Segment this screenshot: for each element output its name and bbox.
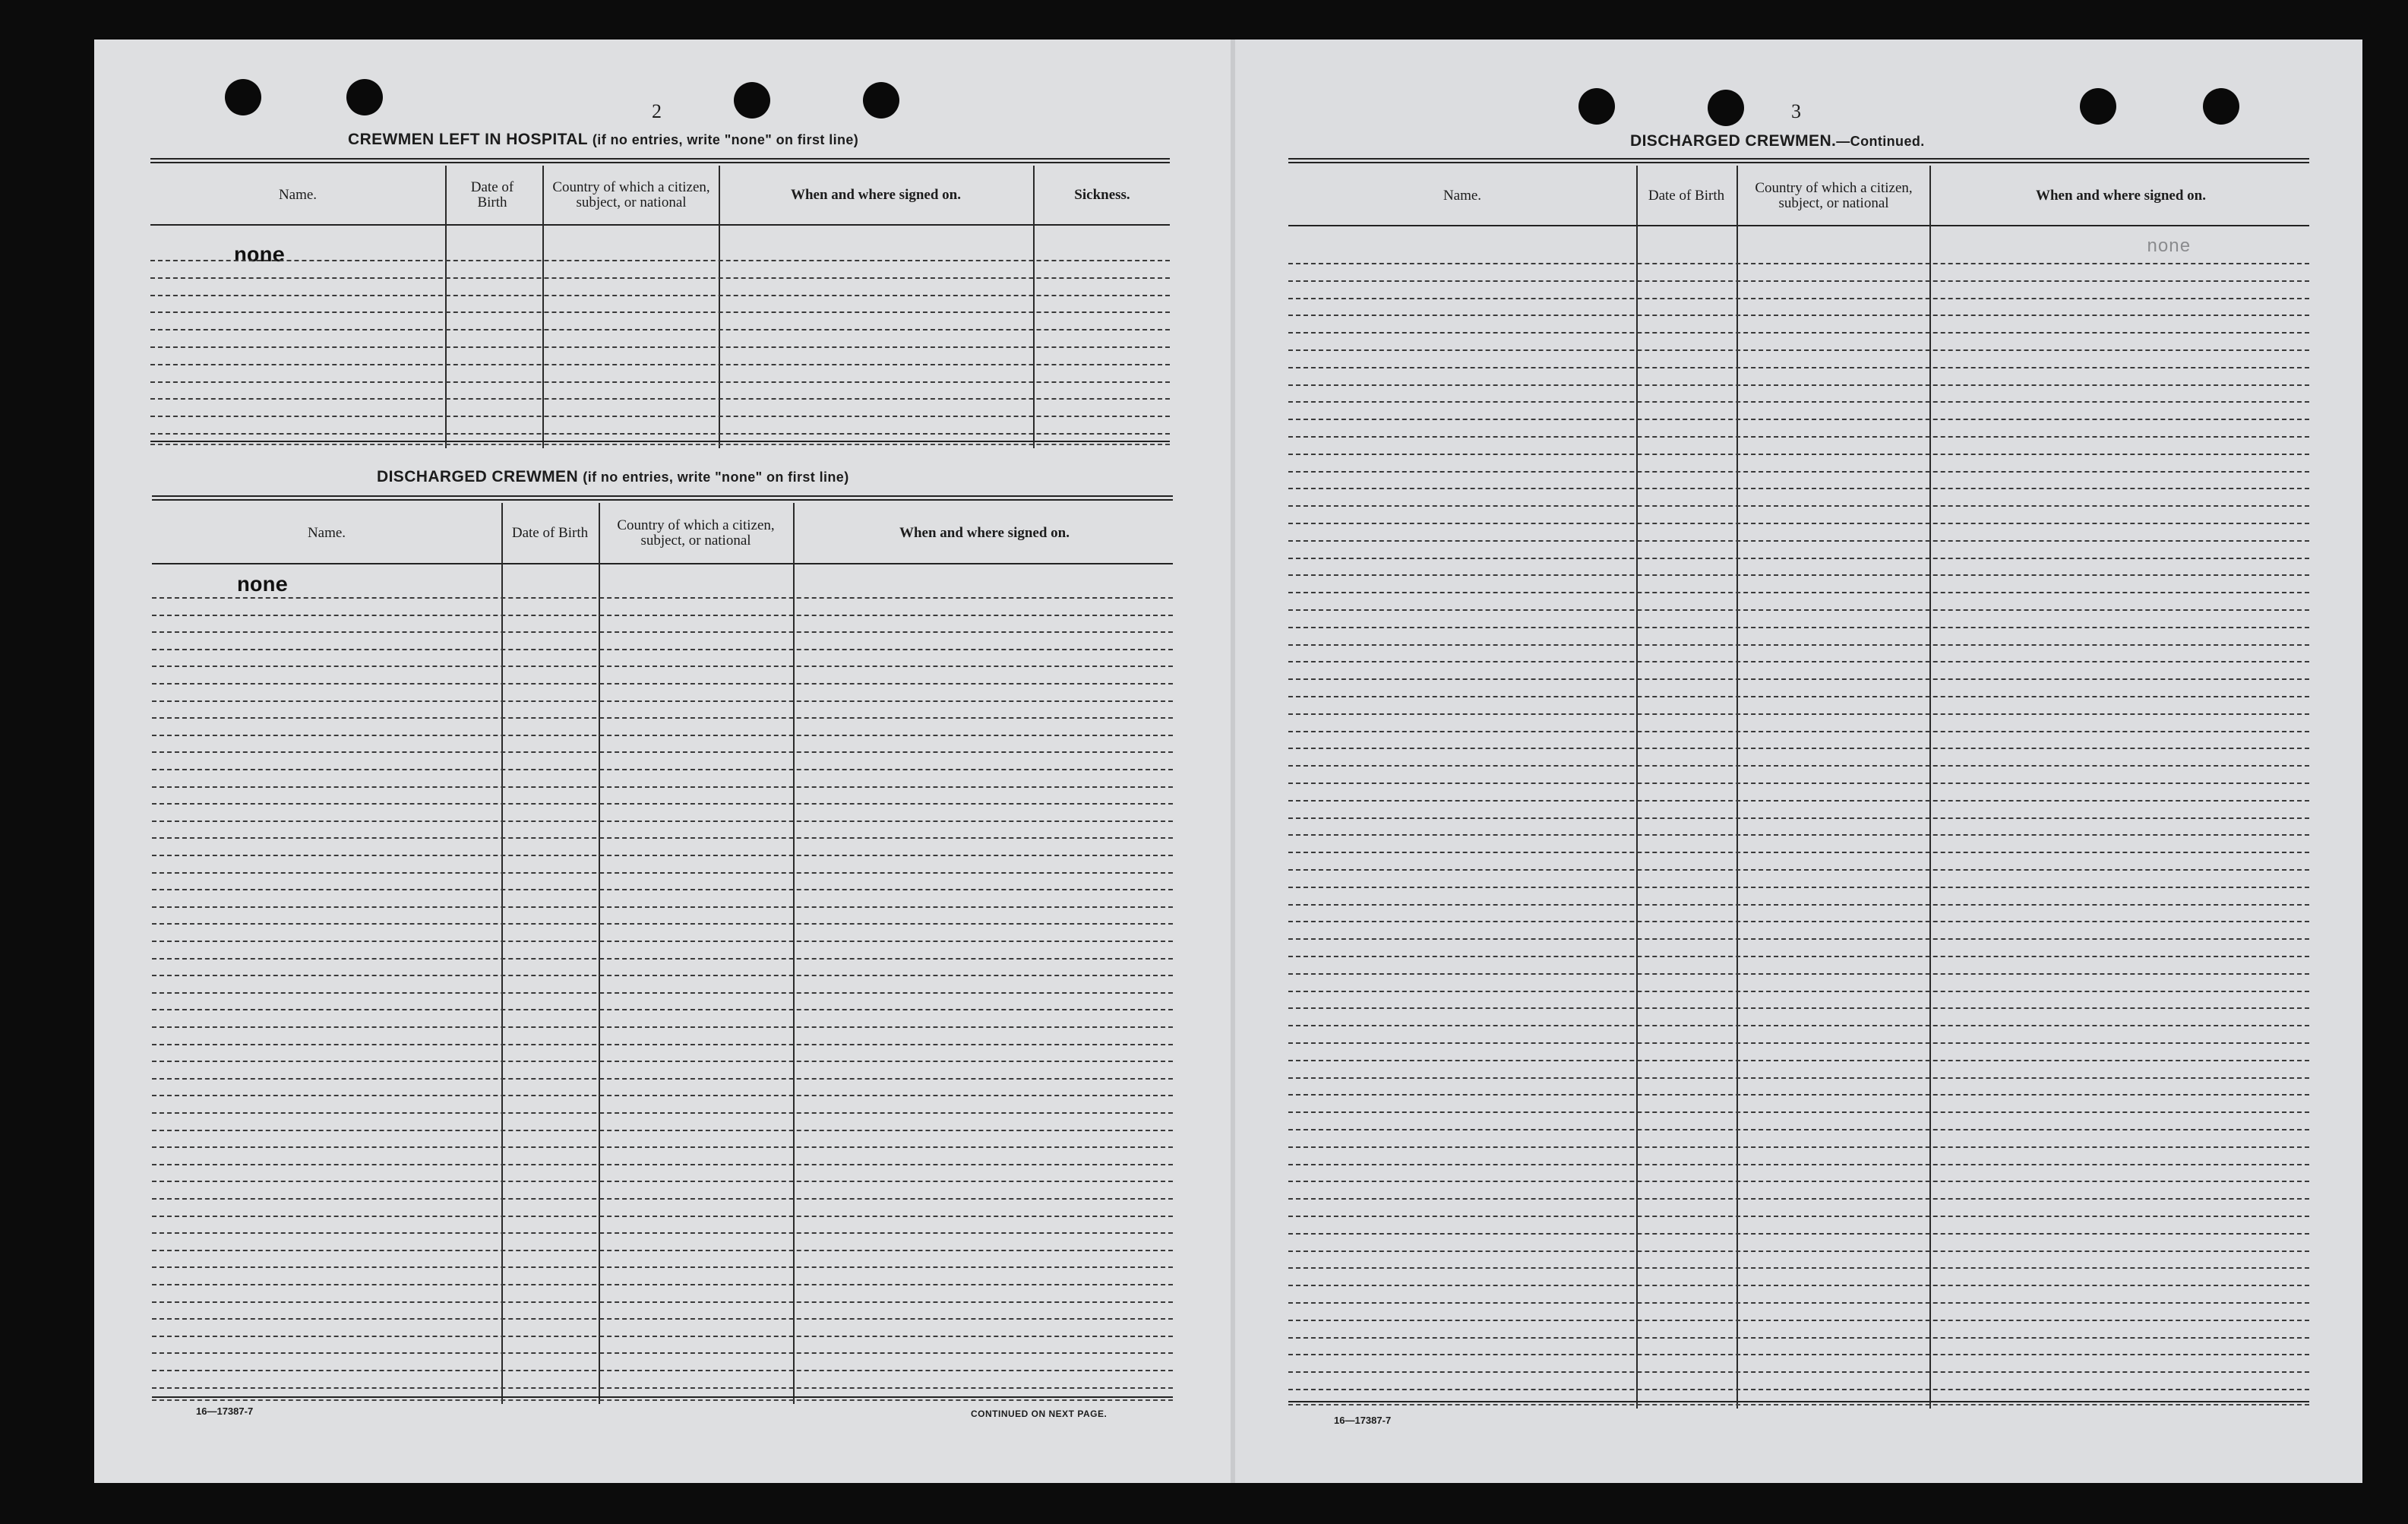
- ruled-line: [1288, 1146, 2309, 1148]
- ruled-line: [1288, 1111, 2309, 1113]
- ruled-line: [152, 1266, 1173, 1268]
- ruled-line: [1288, 609, 2309, 611]
- ruled-line: [152, 941, 1173, 942]
- ruled-line: [152, 615, 1173, 616]
- ruled-line: [1288, 1337, 2309, 1339]
- ruled-line: [1288, 956, 2309, 957]
- ruled-line: [152, 975, 1173, 976]
- discharged-continued-title: [1630, 132, 1925, 150]
- punch-hole: [2203, 88, 2239, 125]
- ruled-line: [152, 1130, 1173, 1131]
- ruled-line: [1288, 1285, 2309, 1286]
- ruled-line: [1288, 1320, 2309, 1321]
- ruled-line: [152, 751, 1173, 753]
- ruled-line: [1288, 384, 2309, 386]
- ruled-line: [152, 597, 1173, 599]
- ruled-line: [1288, 1354, 2309, 1355]
- col-header-name: Name.: [278, 187, 318, 203]
- ruled-line: [152, 1026, 1173, 1028]
- ruled-line: [1288, 349, 2309, 351]
- ruled-line: [1288, 1181, 2309, 1182]
- ruled-line: [152, 923, 1173, 925]
- ruled-line: [152, 1216, 1173, 1217]
- ruled-line: [1288, 1216, 2309, 1217]
- ruled-line: [152, 1301, 1173, 1303]
- ruled-line: [150, 277, 1170, 279]
- col-header-sickness: Sickness.: [1074, 187, 1130, 203]
- ruled-line: [1288, 1164, 2309, 1165]
- ruled-line: [1288, 436, 2309, 438]
- col-header-signed-on: When and where signed on.: [899, 525, 1070, 541]
- ruled-line: [1288, 1025, 2309, 1026]
- ruled-line: [1288, 696, 2309, 697]
- ruled-line: [1288, 540, 2309, 542]
- ruled-line: [152, 717, 1173, 719]
- ruled-line: [152, 1318, 1173, 1320]
- ruled-line: [1288, 1007, 2309, 1009]
- ruled-line: [152, 735, 1173, 736]
- ruled-line: [1288, 887, 2309, 888]
- ruled-line: [1288, 1129, 2309, 1130]
- ruled-line: [1288, 938, 2309, 940]
- punch-hole: [2080, 88, 2116, 125]
- ruled-line: [1288, 1267, 2309, 1269]
- ruled-line: [152, 786, 1173, 788]
- continued-title-suffix: —Continued.: [1836, 134, 1925, 149]
- ruled-line: [152, 700, 1173, 702]
- ruled-line: [150, 433, 1170, 435]
- ruled-line: [150, 329, 1170, 330]
- hospital-table: [150, 158, 1170, 447]
- ruled-line: [152, 1009, 1173, 1010]
- ruled-line: [152, 683, 1173, 685]
- punch-hole: [1708, 90, 1744, 126]
- ruled-line: [152, 1164, 1173, 1165]
- ruled-line: [150, 364, 1170, 365]
- ruled-line: [1288, 713, 2309, 715]
- ruled-line: [1288, 1094, 2309, 1096]
- ruled-line: [152, 649, 1173, 650]
- page-number: 2: [652, 100, 662, 122]
- ruled-line: [1288, 627, 2309, 628]
- punch-hole: [346, 79, 383, 115]
- ruled-line: [1288, 800, 2309, 802]
- ruled-line: [1288, 904, 2309, 906]
- ruled-line: [1288, 505, 2309, 507]
- ruled-line: [1288, 574, 2309, 576]
- ruled-line: [1288, 263, 2309, 264]
- ruled-line: [1288, 973, 2309, 975]
- col-header-date-of-birth: Date of Birth: [511, 525, 589, 541]
- ruled-line: [1288, 1251, 2309, 1252]
- discharged-title-note: (if no entries, write "none" on first line): [583, 470, 849, 485]
- ruled-line: [1288, 661, 2309, 662]
- ruled-line: [152, 1370, 1173, 1371]
- ruled-line: [1288, 315, 2309, 316]
- ruled-line: [152, 889, 1173, 890]
- ruled-line: [1288, 678, 2309, 680]
- ruled-line: [1288, 523, 2309, 524]
- ruled-line: [1288, 644, 2309, 646]
- form-number: 16—17387-7: [196, 1405, 254, 1417]
- ruled-line: [152, 1198, 1173, 1200]
- ruled-line: [152, 855, 1173, 856]
- ruled-line: [1288, 1371, 2309, 1373]
- ruled-line: [1288, 367, 2309, 368]
- ruled-line: [1288, 1077, 2309, 1079]
- ruled-line: [152, 1078, 1173, 1080]
- col-header-country: Country of which a citizen, subject, or national: [552, 179, 710, 210]
- ruled-line: [1288, 731, 2309, 732]
- ruled-line: [152, 769, 1173, 770]
- col-header-date-of-birth: Date of Birth: [1648, 188, 1725, 204]
- ruled-line: [1288, 748, 2309, 749]
- discharged-section-title: [377, 468, 849, 486]
- ruled-line: [150, 295, 1170, 296]
- col-header-date-of-birth: Date of Birth: [470, 179, 514, 210]
- ruled-line: [1288, 869, 2309, 871]
- ruled-line: [1288, 834, 2309, 836]
- col-header-signed-on: When and where signed on.: [790, 187, 961, 203]
- discharged-table-left: [152, 495, 1173, 1404]
- form-number: 16—17387-7: [1334, 1415, 1392, 1426]
- ruled-line: [1288, 1233, 2309, 1235]
- ruled-line: [152, 1250, 1173, 1251]
- punch-hole: [734, 82, 770, 119]
- page-gutter: [1231, 40, 1235, 1483]
- ruled-line: [1288, 1302, 2309, 1304]
- ruled-line: [152, 1181, 1173, 1182]
- hospital-entry-none: none: [234, 245, 286, 268]
- ruled-line: [152, 1232, 1173, 1234]
- ruled-line: [1288, 852, 2309, 853]
- ruled-line: [1288, 817, 2309, 819]
- ruled-line: [1288, 471, 2309, 473]
- ruled-line: [152, 1146, 1173, 1148]
- ruled-line: [152, 666, 1173, 667]
- ruled-line: [152, 631, 1173, 633]
- col-header-name: Name.: [307, 525, 346, 541]
- punch-hole: [863, 82, 899, 119]
- ruled-line: [150, 311, 1170, 313]
- ruled-line: [152, 1095, 1173, 1096]
- col-header-country: Country of which a citizen, subject, or national: [617, 517, 775, 549]
- ruled-line: [152, 872, 1173, 874]
- ruled-line: [1288, 921, 2309, 922]
- ruled-line: [1288, 298, 2309, 299]
- col-header-signed-on: When and where signed on.: [2035, 188, 2206, 204]
- bleed-through-text: none: [2147, 237, 2191, 258]
- ruled-line: [1288, 419, 2309, 420]
- ruled-line: [152, 1336, 1173, 1337]
- punch-hole: [225, 79, 261, 115]
- ruled-line: [152, 1061, 1173, 1062]
- ruled-line: [150, 346, 1170, 348]
- col-header-name: Name.: [1443, 188, 1482, 204]
- punch-hole: [1578, 88, 1615, 125]
- ruled-line: [152, 803, 1173, 805]
- page-number: 3: [1791, 100, 1801, 122]
- ruled-line: [152, 958, 1173, 960]
- ruled-line: [152, 837, 1173, 839]
- ruled-line: [1288, 783, 2309, 784]
- ruled-line: [1288, 592, 2309, 593]
- ruled-line: [152, 1284, 1173, 1285]
- hospital-title-text: CREWMEN LEFT IN HOSPITAL: [348, 131, 588, 148]
- ruled-line: [152, 1352, 1173, 1354]
- ruled-line: [150, 416, 1170, 417]
- discharged-title-text: DISCHARGED CREWMEN: [377, 468, 579, 485]
- ruled-line: [150, 381, 1170, 383]
- ruled-line: [152, 1112, 1173, 1114]
- ruled-line: [1288, 765, 2309, 767]
- ruled-line: [1288, 454, 2309, 455]
- ruled-line: [1288, 1042, 2309, 1044]
- ruled-line: [1288, 1060, 2309, 1061]
- col-header-country: Country of which a citizen, subject, or national: [1755, 180, 1913, 211]
- ruled-line: [150, 398, 1170, 400]
- ruled-line: [152, 1044, 1173, 1045]
- ruled-line: [152, 906, 1173, 908]
- ruled-line: [152, 820, 1173, 822]
- ruled-line: [1288, 488, 2309, 489]
- ruled-line: [1288, 1198, 2309, 1200]
- ruled-line: [1288, 280, 2309, 282]
- discharged-entry-none: none: [237, 574, 289, 598]
- ruled-line: [1288, 991, 2309, 992]
- ruled-line: [1288, 401, 2309, 403]
- ruled-line: [152, 992, 1173, 994]
- continued-title-text: DISCHARGED CREWMEN.: [1630, 132, 1837, 150]
- hospital-section-title: [348, 131, 858, 149]
- ruled-line: [1288, 558, 2309, 559]
- ruled-line: [152, 1387, 1173, 1389]
- ruled-line: [1288, 332, 2309, 334]
- continued-note: CONTINUED ON NEXT PAGE.: [971, 1409, 1108, 1419]
- discharged-table-right: [1288, 158, 2309, 1409]
- ruled-line: [150, 260, 1170, 261]
- hospital-title-note: (if no entries, write "none" on first line): [592, 132, 859, 147]
- ruled-line: [1288, 1389, 2309, 1390]
